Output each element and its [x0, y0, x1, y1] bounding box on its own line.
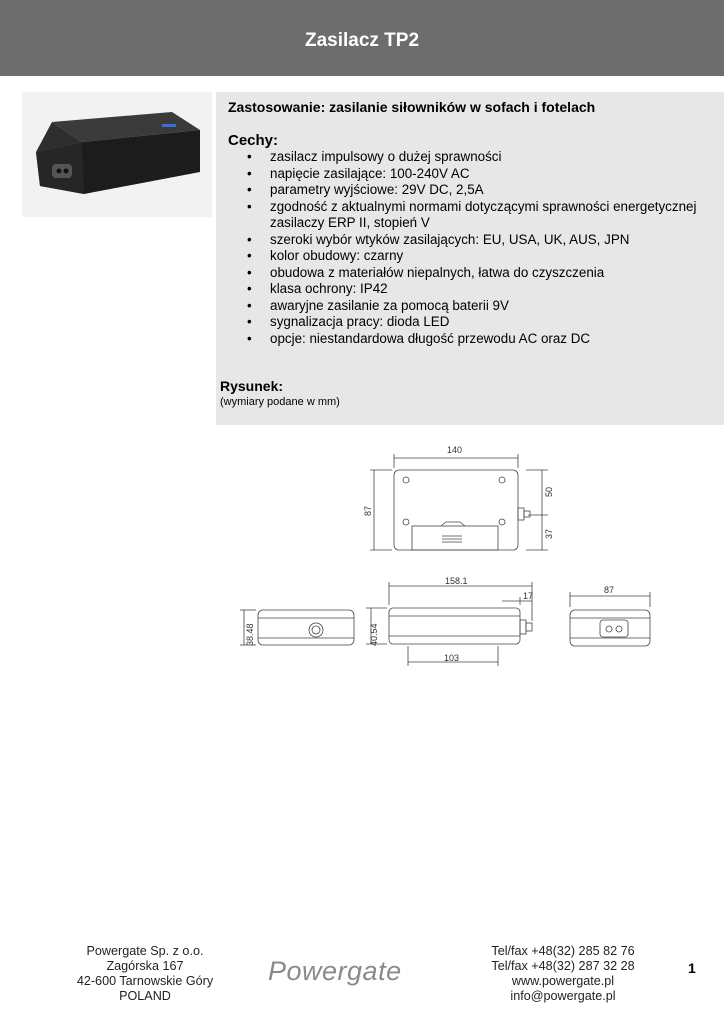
feature-text: sygnalizacja pracy: dioda LED — [270, 314, 450, 329]
feature-text: zgodność z aktualnymi normami dotyczącymi sprawności energetycznej zasilaczy ERP II, stopień V — [270, 198, 697, 230]
list-item — [216, 182, 721, 199]
powergate-logo: Powergate — [268, 956, 402, 986]
feature-text: kolor obudowy: czarny — [270, 248, 404, 263]
usage-line: Zastosowanie: zasilanie siłowników w sofach i fotelach — [228, 99, 596, 115]
contact-phone-2: Tel/fax +48(32) 287 32 28 — [491, 959, 635, 973]
end-view-body — [570, 610, 650, 646]
dim-side-connector: 17 — [523, 591, 534, 601]
dim-front-height: 38.48 — [245, 623, 255, 646]
bullet: • — [247, 182, 252, 197]
dim-top-right-lower: 37 — [544, 528, 554, 539]
page-number: 1 — [688, 960, 696, 976]
list-item — [216, 265, 721, 282]
feature-text: zasilacz impulsowy o dużej sprawności — [270, 149, 502, 164]
feature-text: parametry wyjściowe: 29V DC, 2,5A — [270, 182, 484, 197]
company-city: 42-600 Tarnowskie Góry — [76, 974, 214, 988]
feature-panel — [216, 92, 724, 425]
bullet: • — [247, 281, 252, 296]
list-item — [216, 248, 721, 265]
bullet: • — [247, 165, 252, 181]
dim-front-width: 87 — [604, 585, 615, 595]
company-name: Powergate Sp. z o.o. — [86, 944, 204, 958]
list-item — [216, 298, 721, 315]
bullet: • — [247, 330, 252, 346]
dim-side-length: 158.1 — [445, 576, 468, 586]
figure-note: (wymiary podane w mm) — [220, 396, 340, 408]
bullet: • — [247, 149, 252, 164]
list-item — [216, 281, 721, 298]
features-heading: Cechy: — [228, 132, 279, 149]
dim-top-height: 87 — [363, 505, 373, 516]
email-link[interactable]: info@powergate.pl — [510, 989, 616, 1003]
list-item — [216, 232, 721, 249]
list-item — [216, 331, 721, 348]
page-title: Zasilacz TP2 — [304, 30, 420, 51]
dim-top-right-upper: 50 — [544, 486, 554, 497]
product-photo — [22, 92, 212, 217]
company-street: Zagórska 167 — [106, 959, 184, 973]
bullet: • — [247, 231, 252, 247]
figure-heading: Rysunek: — [220, 378, 284, 394]
dim-side-base: 103 — [444, 653, 460, 663]
bullet: • — [247, 198, 252, 214]
footer-contact — [478, 944, 648, 1004]
website-link[interactable]: www.powergate.pl — [511, 974, 615, 988]
feature-text: awaryjne zasilanie za pomocą baterii 9V — [270, 297, 509, 313]
feature-text: szeroki wybór wtyków zasilających: EU, USA, UK, AUS, JPN — [270, 231, 630, 247]
feature-text: klasa ochrony: IP42 — [270, 281, 388, 296]
list-item — [216, 166, 721, 183]
dim-top-width: 140 — [447, 445, 463, 455]
bullet: • — [247, 264, 252, 280]
footer-company — [60, 944, 230, 1004]
list-item — [216, 149, 721, 166]
bullet: • — [247, 297, 252, 313]
feature-text: napięcie zasilające: 100-240V AC — [270, 165, 470, 181]
list-item — [216, 199, 721, 232]
bullet: • — [247, 248, 252, 263]
feature-text: obudowa z materiałów niepalnych, łatwa do czyszczenia — [270, 264, 605, 280]
feature-text: opcje: niestandardowa długość przewodu AC oraz DC — [270, 330, 591, 346]
bullet: • — [247, 314, 252, 329]
contact-phone-1: Tel/fax +48(32) 285 82 76 — [491, 944, 635, 958]
features-list — [216, 149, 721, 347]
list-item — [216, 314, 721, 331]
dim-side-height: 40.54 — [369, 623, 379, 646]
header-bar — [0, 0, 724, 76]
technical-drawing — [236, 440, 666, 680]
front-view-body — [258, 610, 354, 645]
company-country: POLAND — [119, 989, 171, 1003]
side-view-body — [389, 608, 520, 644]
